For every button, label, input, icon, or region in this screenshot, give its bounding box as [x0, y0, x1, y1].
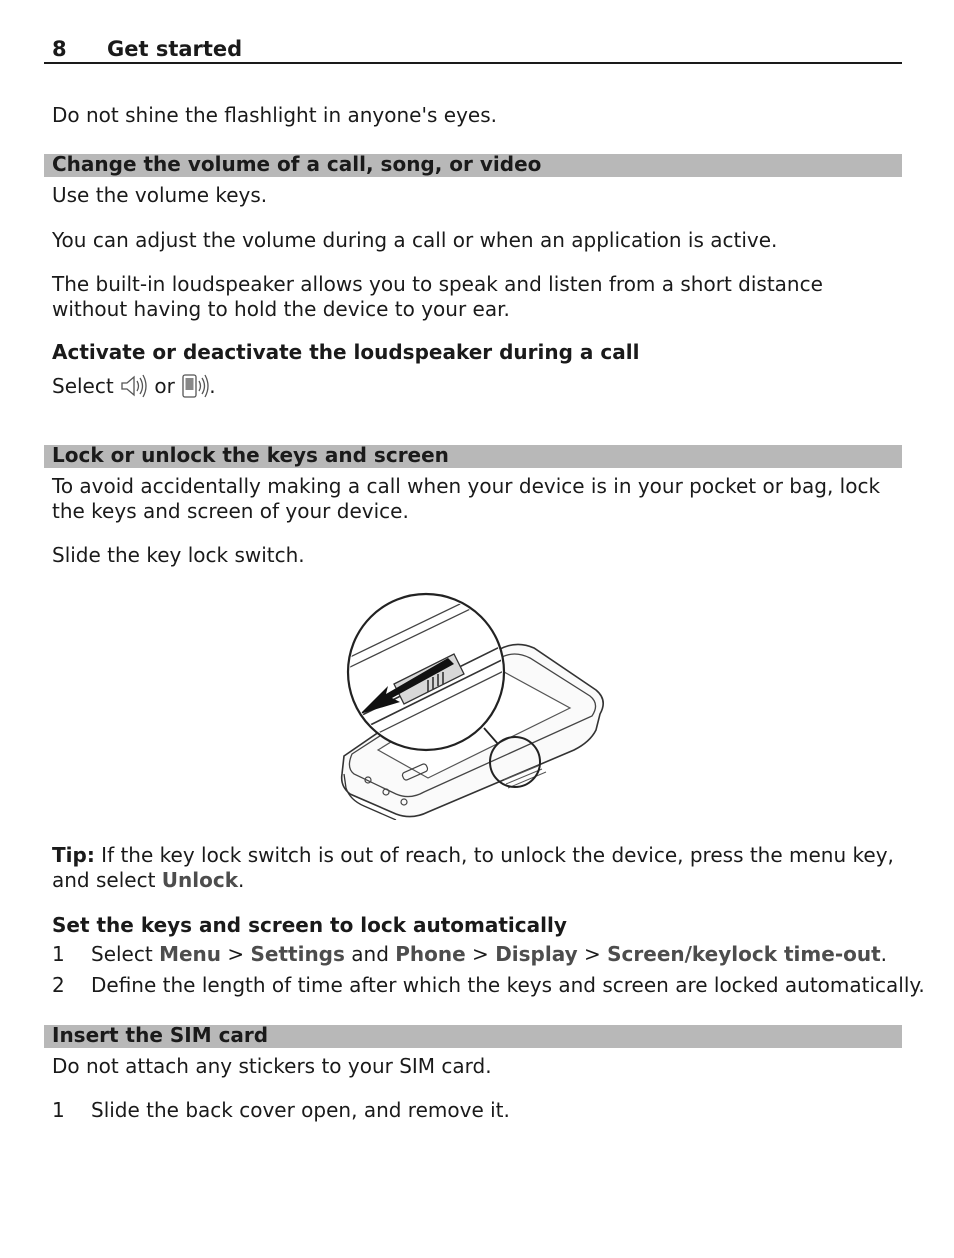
tip-paragraph: Tip: If the key lock switch is out of reach, to unlock the device, press the menu key, and select Unlock.: [52, 843, 894, 892]
auto-lock-subheading: Set the keys and screen to lock automatically: [52, 913, 567, 937]
volume-paragraph-2: You can adjust the volume during a call or when an application is active.: [52, 228, 778, 252]
loudspeaker-icon: [120, 373, 148, 405]
sim-paragraph-1: Do not attach any stickers to your SIM card.: [52, 1054, 492, 1078]
loudspeaker-instruction: Select or .: [52, 373, 902, 405]
volume-paragraph-3: The built-in loudspeaker allows you to speak and listen from a short distance without having to hold the device to your ear.: [52, 272, 823, 321]
step-number: 1: [52, 942, 65, 966]
chapter-title: Get started: [107, 37, 243, 61]
key-lock-illustration: [338, 588, 608, 820]
step-number: 2: [52, 973, 65, 997]
section-heading-volume: Change the volume of a call, song, or video: [44, 154, 902, 177]
step-text: Select Menu > Settings and Phone > Display > Screen/keylock time-out.: [91, 942, 888, 966]
intro-paragraph: Do not shine the flashlight in anyone's eyes.: [52, 103, 497, 127]
section-heading-lock: Lock or unlock the keys and screen: [44, 445, 902, 468]
lock-paragraph-2: Slide the key lock switch.: [52, 543, 305, 567]
volume-paragraph-1: Use the volume keys.: [52, 183, 268, 207]
section-heading-sim: Insert the SIM card: [44, 1025, 902, 1048]
loudspeaker-subheading: Activate or deactivate the loudspeaker during a call: [52, 340, 640, 364]
step-text: Slide the back cover open, and remove it.: [91, 1098, 510, 1122]
page-header: [44, 36, 902, 64]
page-number: 8: [52, 37, 67, 61]
handset-icon: [181, 373, 209, 405]
step-number: 1: [52, 1098, 65, 1122]
step-text: Define the length of time after which the keys and screen are locked automatically.: [91, 973, 925, 997]
lock-paragraph-1: To avoid accidentally making a call when your device is in your pocket or bag, lock the keys and screen of your device.: [52, 474, 881, 523]
